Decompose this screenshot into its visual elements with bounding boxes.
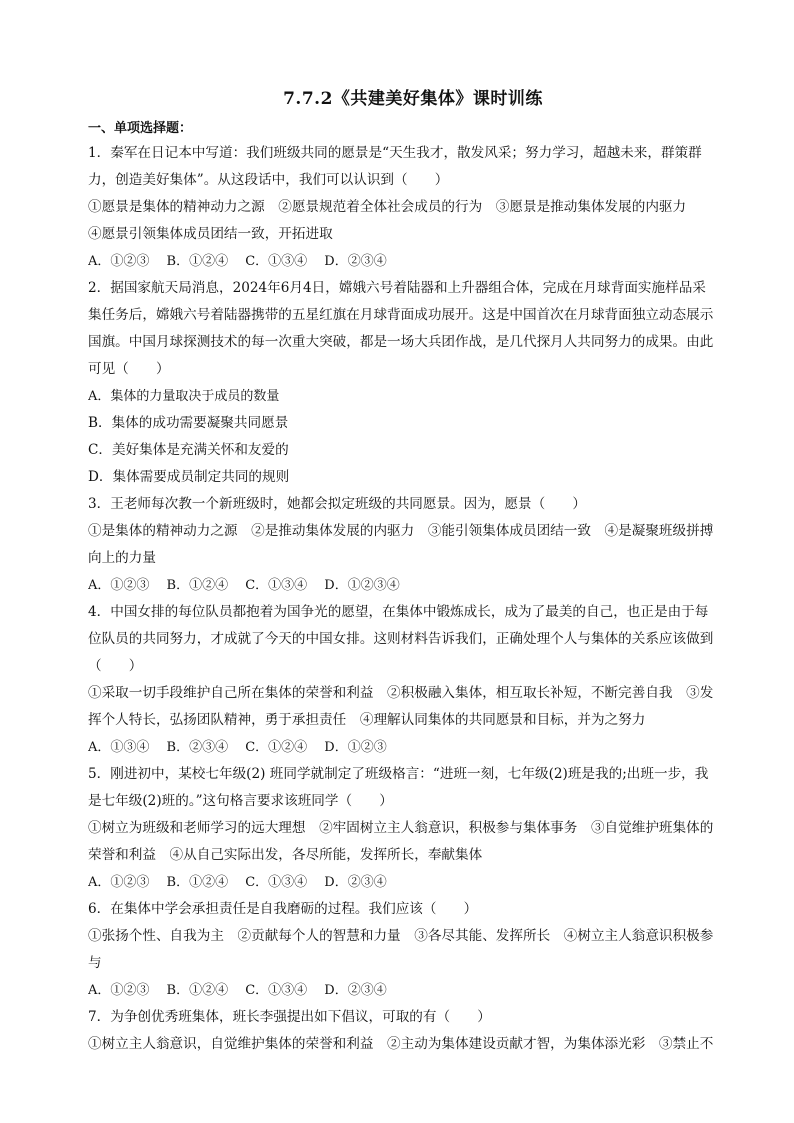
text-line: （ ）	[88, 658, 143, 674]
text-line: 2．据国家航天局消息，2024年6月4日，嫦娥六号着陆器和上升器组合体，完成在月球背面实施样品采	[88, 280, 706, 296]
text-line: ④愿景引领集体成员团结一致，开拓进取	[88, 226, 333, 242]
text-line: 集任务后，嫦娥六号着陆器携带的五星红旗在月球背面成功展开。这是中国首次在月球背面独立动态展示	[88, 307, 714, 323]
text-line: 挥个人特长，弘扬团队精神，勇于承担责任 ④理解认同集体的共同愿景和目标，并为之努力	[88, 712, 646, 728]
text-line: ①树立主人翁意识，自觉维护集体的荣誉和利益 ②主动为集体建设贡献才智，为集体添光彩 ③禁止不	[88, 1036, 714, 1052]
document-title: 7.7.2《共建美好集体》课时训练	[283, 89, 543, 109]
text-line: 可见（ ）	[88, 361, 170, 377]
text-line: 是七年级(2)班的。”这句格言要求该班同学（ ）	[88, 793, 393, 809]
text-line: 向上的力量	[88, 550, 156, 566]
text-line: 4．中国女排的每位队员都抱着为国争光的愿望，在集体中锻炼成长，成为了最美的自己，也正是由于每	[88, 604, 709, 620]
document-body	[88, 118, 738, 1058]
text-line: 与	[88, 955, 102, 971]
text-line: 荣誉和利益 ④从自己实际出发，各尽所能，发挥所长，奉献集体	[88, 847, 483, 863]
text-line: 位队员的共同努力，才成就了今天的中国女排。这则材料告诉我们，正确处理个人与集体的关系应该做到	[88, 631, 714, 647]
text-line: D．集体需要成员制定共同的规则	[88, 469, 290, 485]
text-line: ①张扬个性、自我为主 ②贡献每个人的智慧和力量 ③各尽其能、发挥所长 ④树立主人翁意识积极参	[88, 928, 714, 944]
text-line: ①是集体的精神动力之源 ②是推动集体发展的内驱力 ③能引领集体成员团结一致 ④是凝聚班级拼搏	[88, 523, 714, 539]
text-line: B．集体的成功需要凝聚共同愿景	[88, 415, 289, 431]
text-line: A．①②③ B．①②④ C．①③④ D．②③④	[88, 875, 387, 890]
text-line: ①树立为班级和老师学习的远大理想 ②牢固树立主人翁意识，积极参与集体事务 ③自觉维护班集体的	[88, 820, 714, 836]
text-line: A．①③④ B．②③④ C．①②④ D．①②③	[88, 740, 387, 755]
text-line: ①采取一切手段维护自己所在集体的荣誉和利益 ②积极融入集体，相互取长补短，不断完善自我 ③发	[88, 685, 714, 701]
text-line: ①愿景是集体的精神动力之源 ②愿景规范着全体社会成员的行为 ③愿景是推动集体发展的内驱力	[88, 199, 687, 215]
text-line: A．①②③ B．①②④ C．①③④ D．②③④	[88, 254, 387, 269]
text-line: 3．王老师每次教一个新班级时，她都会拟定班级的共同愿景。因为，愿景（ ）	[88, 496, 587, 512]
text-line: C．美好集体是充满关怀和友爱的	[88, 442, 289, 458]
text-line: A．①②③ B．①②④ C．①③④ D．②③④	[88, 983, 387, 998]
text-line: A．①②③ B．①②④ C．①③④ D．①②③④	[88, 578, 400, 593]
text-line: A．集体的力量取决于成员的数量	[88, 389, 280, 404]
text-line: 7．为争创优秀班集体，班长李强提出如下倡议，可取的有（ ）	[88, 1009, 491, 1025]
text-line: 1．秦军在日记本中写道：我们班级共同的愿景是“天生我才，散发风采；努力学习，超越未来，群策群	[88, 145, 702, 161]
text-line: 6．在集体中学会承担责任是自我磨砺的过程。我们应该（ ）	[88, 901, 478, 917]
text-line: 力，创造美好集体”。从这段话中，我们可以认识到（ ）	[88, 172, 449, 188]
text-line: 国旗。中国月球探测技术的每一次重大突破，都是一场大兵团作战，是几代探月人共同努力的成果。由此	[88, 334, 714, 350]
text-line: 5．刚进初中，某校七年级(2) 班同学就制定了班级格言：“进班一刻，七年级(2)班是我的;出班一步，我	[88, 766, 709, 782]
question-lines	[88, 140, 738, 1058]
section-heading: 一、单项选择题：	[88, 121, 193, 136]
